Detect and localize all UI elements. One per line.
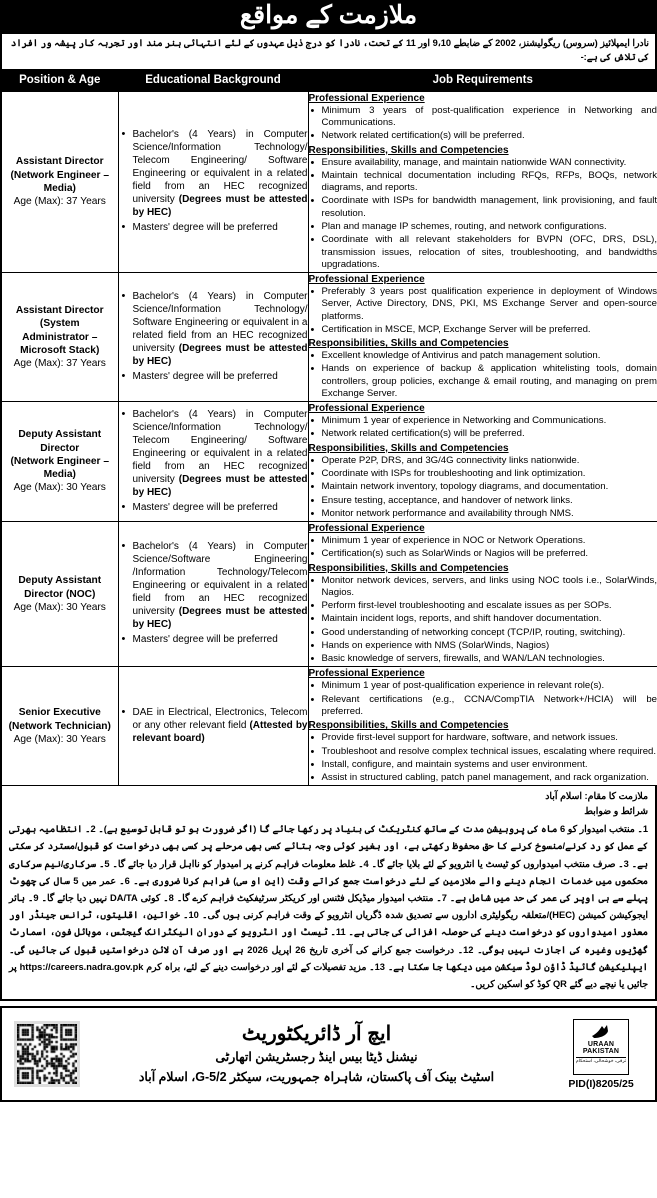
position-title-line: Administrator –	[22, 331, 98, 343]
responsibilities-heading-block	[309, 337, 657, 400]
job-location: ملازمت کا مقام: اسلام آباد	[545, 790, 648, 802]
position-title-line: Assistant Director	[15, 156, 104, 168]
position-age: Age (Max): 30 Years	[13, 482, 106, 494]
professional-experience-heading: Professional Experience	[308, 274, 425, 286]
uraan-line-2: PAKISTAN	[582, 1048, 620, 1056]
hr-directorate-title: ایچ آر ڈائریکٹوریٹ	[241, 1022, 392, 1045]
education-item: • Bachelor's (4 Years) in Computer Science/Information Technology/ Telecom Engineering/ Software Engineering or equivalent in a related field from an HEC recognized university (Degrees must be attested by HEC)	[119, 128, 308, 219]
responsibility-item: • Coordinate with all relevant stakeholders for BVPN (OFC, DRS, DSL), transmission issues, relocation of sites, troubleshooting, and bandwidths upgradations.	[309, 234, 657, 271]
responsibilities-list	[309, 732, 657, 784]
responsibility-item: • Monitor network performance and availability through NMS.	[309, 508, 657, 520]
education-item: • Bachelor's (4 Years) in Computer Science/Information Technology/ Software Engineering or equivalent in a related field from an HEC recognized university (Degrees must be attested by HEC)	[119, 290, 308, 368]
masthead-banner	[0, 0, 657, 34]
professional-experience-heading: Professional Experience	[308, 92, 425, 104]
professional-experience-heading: Professional Experience	[308, 403, 425, 415]
responsibility-item: • Install, configure, and maintain systems and user environment.	[309, 759, 657, 771]
responsibilities-heading-block	[309, 442, 657, 520]
position-cell	[1, 667, 118, 786]
education-cell	[118, 91, 308, 272]
position-title	[2, 428, 118, 481]
organization-block	[80, 1022, 553, 1087]
qr-code-image	[17, 1024, 77, 1084]
job-requirements-cell	[308, 402, 657, 522]
professional-experience-list	[309, 286, 657, 336]
responsibility-item: • Assist in structured cabling, patch panel management, and rack organization.	[309, 772, 657, 784]
responsibility-item: • Operate P2P, DRS, and 3G/4G connectivity links nationwide.	[309, 455, 657, 467]
job-requirements-cell	[308, 667, 657, 786]
qr-code[interactable]	[14, 1021, 80, 1087]
responsibilities-heading: Responsibilities, Skills and Competencies	[308, 338, 509, 350]
professional-experience-list	[309, 105, 657, 143]
organization-address: اسٹیٹ بینک آف پاکستان، شاہراہ جمہوریت، سیکٹر G-5/2، اسلام آباد	[138, 1069, 495, 1084]
terms-body: 1۔ منتخب امیدوار کو 6 ماہ کی پروبیشن مدت کے ساتھ کنٹریکٹ کی بنیاد پر رکھا جائے گا (اگر ضرورت ہو تو قابل توسیع ہے)۔ 2۔ انتظامیہ بھرتی کے عمل کو رد کرنے/منسوخ کرنے کا حق محفوظ رکھتی ہے، اور بغیر کوئی وجہ بتائے کسی بھی مرحلے پر کسی بھی درخواست کو قبول/مسترد کر سکتی ہے۔ 3۔ صرف منتخب امیدواروں کو ٹیسٹ یا انٹرویو کے لئے بلایا جائے گا۔ 4۔ غلط معلومات فراہم کرنے پر امیدوار کو نااہل قرار دیا جائے گا۔ 5۔ سرکاری/نیم سرکاری محکموں میں خدمات انجام دینے والے ملازمین کے لئے درخواست جمع کراتے وقت (این او سی) فراہم کرنا ضروری ہے۔ 6۔ عمر میں 5 سال کی چھوٹ پہلے سے ہی اوپر کی عمر کی حد میں شامل ہے۔ 7۔ منتخب امیدوار میڈیکل فٹنس اور کریکٹر سرٹیفکیٹ فراہم کرے گا۔ 8۔ کوئی DA/TA نہیں دیا جائے گا۔ 9۔ ہائر ایجوکیشن کمیشن (HEC)/متعلقہ ریگولیٹری اداروں سے تصدیق شدہ ڈگریاں انٹرویو کے وقت فراہم کرنی ہوں گی۔ 10۔ خواتین، اقلیتوں، ٹرانس جینڈر اور معذور امیدواروں کو درخواست دینے کی حوصلہ افزائی کی جاتی ہے۔ 11۔ ٹیسٹ اور انٹرویو کے دوران الیکٹرانک گیجٹس، موبائل فون، اسمارٹ گھڑیوں وغیرہ کی اجازت نہیں ہوگی۔ 12۔ درخواست جمع کرانے کی آخری تاریخ 26 اپریل 2026 ہے اور صرف آن لائن درخواستیں قبول کی جائیں گی۔ ایپلیکیشن گائیڈ ڈاؤن لوڈ سیکشن میں دیکھا جا سکتا ہے۔ 13۔ مزید تفصیلات کے لئے اور درخواست دینے کے لئے، براہ کرم https://careers.nadra.gov.pk پر جائیں یا نیچے دیے گئے QR کوڈ کو اسکین کریں۔	[9, 821, 648, 993]
responsibilities-list	[309, 350, 657, 400]
education-item: • Masters' degree will be preferred	[119, 221, 308, 234]
education-item: • Masters' degree will be preferred	[119, 501, 308, 514]
position-title	[2, 304, 118, 357]
position-cell	[1, 91, 118, 272]
responsibilities-heading-block	[309, 562, 657, 666]
responsibility-item: • Maintain incident logs, reports, and shift handover documentation.	[309, 613, 657, 625]
education-cell	[118, 667, 308, 786]
responsibility-item: • Troubleshoot and resolve complex technical issues, escalating where required.	[309, 746, 657, 758]
responsibility-item: • Coordinate with ISPs for bandwidth management, link provisioning, and fault resolution.	[309, 195, 657, 220]
professional-experience-heading-block	[309, 667, 657, 718]
responsibility-item: • Excellent knowledge of Antivirus and patch management solution.	[309, 350, 657, 362]
education-item: • DAE in Electrical, Electronics, Telecom or any other relevant field (Attested by relevant board)	[119, 706, 308, 745]
responsibility-item: • Maintain network inventory, topology diagrams, and documentation.	[309, 481, 657, 493]
jobs-table	[0, 70, 657, 786]
position-title-line: (Network Technician)	[8, 720, 111, 732]
position-title-line: (System	[39, 318, 80, 330]
inline-latin-term: DA/TA	[110, 893, 138, 904]
education-cell	[118, 402, 308, 522]
job-requirements-cell	[308, 273, 657, 402]
footer-bar	[0, 1006, 657, 1102]
pid-number: PID(I)8205/25	[568, 1077, 634, 1090]
education-list	[119, 290, 308, 383]
column-header-position: Position & Age	[1, 70, 118, 92]
responsibility-item: • Hands on experience of backup & application whitelisting tools, domain controllers, group policies, exchange & email routing, and managing on prem Exchange Server.	[309, 363, 657, 400]
education-attestation-note: (Degrees must be attested by HEC)	[132, 473, 308, 498]
uraan-line-1: URAAN	[587, 1040, 615, 1048]
experience-item: • Certification in MSCE, MCP, Exchange Server will be preferred.	[309, 324, 657, 336]
professional-experience-list	[309, 680, 657, 718]
table-row	[1, 273, 657, 402]
experience-item: • Network related certification(s) will be preferred.	[309, 130, 657, 142]
intro-paragraph: نادرا ایمپلائیز (سروس) ریگولیشنز، 2002 کے ضابطے 9،10 اور 11 کے تحت، نادرا کو درج ذیل عہدوں کے لئے انتہائی ہنر مند اور تجربہ کار پیشہ ور افراد کی تلاش کی ہے:-	[0, 34, 657, 70]
position-title	[2, 706, 118, 733]
professional-experience-heading-block	[309, 273, 657, 336]
organization-name: نیشنل ڈیٹا بیس اینڈ رجسٹریشن اتھارٹی	[215, 1049, 418, 1064]
education-item: • Masters' degree will be preferred	[119, 370, 308, 383]
professional-experience-heading-block	[309, 402, 657, 441]
position-title	[2, 574, 118, 601]
responsibility-item: • Hands on experience with NMS (SolarWinds, Nagios)	[309, 640, 657, 652]
responsibilities-list	[309, 157, 657, 271]
position-title-line: (Network Engineer –	[10, 169, 109, 181]
table-header-row	[1, 70, 657, 92]
responsibilities-heading: Responsibilities, Skills and Competencies	[308, 720, 509, 732]
position-title-line: Microsoft Stack)	[20, 344, 100, 356]
experience-item: • Preferably 3 years post qualification experience in deployment of Windows Server, Active Directory, DNS, PKI, MS Exchange Server and open-source platforms.	[309, 286, 657, 323]
inline-latin-term: QR	[552, 978, 567, 989]
responsibility-item: • Plan and manage IP schemes, routing, and network configurations.	[309, 221, 657, 233]
position-cell	[1, 522, 118, 667]
responsibilities-list	[309, 575, 657, 666]
job-requirements-cell	[308, 522, 657, 667]
responsibility-item: • Ensure testing, acceptance, and handover of network links.	[309, 495, 657, 507]
position-title-line: Senior Executive	[18, 707, 101, 719]
job-requirements-cell	[308, 91, 657, 272]
position-title	[2, 155, 118, 195]
education-attestation-note: (Attested by relevant board)	[132, 719, 308, 744]
position-title-line: Deputy Assistant	[18, 429, 102, 441]
experience-item: • Certification(s) such as SolarWinds or Nagios will be preferred.	[309, 548, 657, 560]
bird-icon	[590, 1023, 612, 1040]
table-row	[1, 91, 657, 272]
responsibilities-heading: Responsibilities, Skills and Competencies	[308, 144, 509, 156]
education-list	[119, 706, 308, 745]
education-list	[119, 408, 308, 514]
careers-url[interactable]: https://careers.nadra.gov.pk	[19, 961, 144, 972]
position-cell	[1, 402, 118, 522]
responsibilities-heading-block	[309, 719, 657, 784]
responsibilities-list	[309, 455, 657, 520]
position-title-line: Media)	[43, 182, 76, 194]
professional-experience-list	[309, 535, 657, 561]
position-title-line: Director (NOC)	[24, 588, 96, 600]
footer-right-block	[553, 1019, 649, 1090]
responsibilities-heading: Responsibilities, Skills and Competencies	[308, 562, 509, 574]
professional-experience-heading-block	[309, 92, 657, 143]
education-item: • Bachelor's (4 Years) in Computer Science/Information Technology/ Telecom Engineering/ Software Engineering or equivalent in a related field from an HEC recognized university (Degrees must be attested by HEC)	[119, 408, 308, 499]
experience-item: • Relevant certifications (e.g., CCNA/CompTIA Network+/HCIA) will be preferred.	[309, 694, 657, 719]
position-title-line: Assistant Director	[15, 305, 104, 316]
responsibility-item: • Perform first-level troubleshooting and escalate issues as per SOPs.	[309, 600, 657, 612]
position-age: Age (Max): 30 Years	[13, 601, 106, 613]
responsibility-item: • Coordinate with ISPs for troubleshooting and link optimization.	[309, 468, 657, 480]
position-title-line: Media)	[43, 469, 76, 481]
professional-experience-heading: Professional Experience	[308, 523, 425, 535]
position-title-line: (Network Engineer –	[10, 455, 109, 467]
responsibility-item: • Monitor network devices, servers, and links using NOC tools i.e., SolarWinds, Nagios.	[309, 575, 657, 600]
professional-experience-heading-block	[309, 522, 657, 561]
experience-item: • Minimum 1 year of post-qualification experience in relevant role(s).	[309, 680, 657, 692]
table-row	[1, 667, 657, 786]
position-age: Age (Max): 30 Years	[13, 733, 106, 745]
responsibility-item: • Good understanding of networking concept (TCP/IP, routing, switching).	[309, 627, 657, 639]
responsibility-item: • Basic knowledge of servers, firewalls, and WAN/LAN technologies.	[309, 653, 657, 665]
position-age: Age (Max): 37 Years	[13, 196, 106, 208]
education-attestation-note: (Degrees must be attested by HEC)	[132, 342, 308, 367]
education-attestation-note: (Degrees must be attested by HEC)	[132, 606, 308, 631]
position-title-line: Deputy Assistant	[18, 575, 102, 587]
experience-item: • Minimum 1 year of experience in Networking and Communications.	[309, 415, 657, 427]
experience-item: • Network related certification(s) will be preferred.	[309, 428, 657, 440]
responsibility-item: • Provide first-level support for hardware, software, and network issues.	[309, 732, 657, 744]
position-cell	[1, 273, 118, 402]
education-attestation-note: (Degrees must be attested by HEC)	[132, 193, 308, 218]
experience-item: • Minimum 1 year of experience in NOC or Network Operations.	[309, 535, 657, 547]
education-list	[119, 128, 308, 234]
column-header-education: Educational Background	[118, 70, 308, 92]
jobs-table-body	[1, 91, 657, 785]
table-row	[1, 522, 657, 667]
education-cell	[118, 273, 308, 402]
terms-and-conditions-section	[0, 786, 657, 1001]
education-list	[119, 540, 308, 646]
uraan-tagline: ترقی، خوشحالی، استحکام	[575, 1058, 627, 1064]
position-title-line: Director	[40, 442, 80, 454]
experience-item: • Minimum 3 years of post-qualification experience in Networking and Communications.	[309, 105, 657, 130]
professional-experience-heading: Professional Experience	[308, 668, 425, 680]
position-age: Age (Max): 37 Years	[13, 358, 106, 369]
column-header-requirements: Job Requirements	[308, 70, 657, 92]
terms-heading: شرائط و ضوابط	[584, 805, 648, 817]
education-item: • Bachelor's (4 Years) in Computer Science/Software Engineering /Information Technology/Telecom Engineering or equivalent in a related field from an HEC recognized university (Degrees must be attested by HEC)	[119, 540, 308, 631]
responsibilities-heading-block	[309, 144, 657, 271]
responsibility-item: • Maintain technical documentation including RFQs, RFPs, BOQs, network diagrams, and reports.	[309, 170, 657, 195]
education-cell	[118, 522, 308, 667]
uraan-pakistan-logo	[573, 1019, 629, 1075]
inline-latin-term: HEC	[552, 910, 572, 921]
responsibilities-heading: Responsibilities, Skills and Competencies	[308, 442, 509, 454]
table-row	[1, 402, 657, 522]
responsibility-item: • Ensure availability, manage, and maintain nationwide WAN connectivity.	[309, 157, 657, 169]
education-item: • Masters' degree will be preferred	[119, 633, 308, 646]
professional-experience-list	[309, 415, 657, 441]
page-title: ملازمت کے مواقع	[239, 1, 418, 29]
